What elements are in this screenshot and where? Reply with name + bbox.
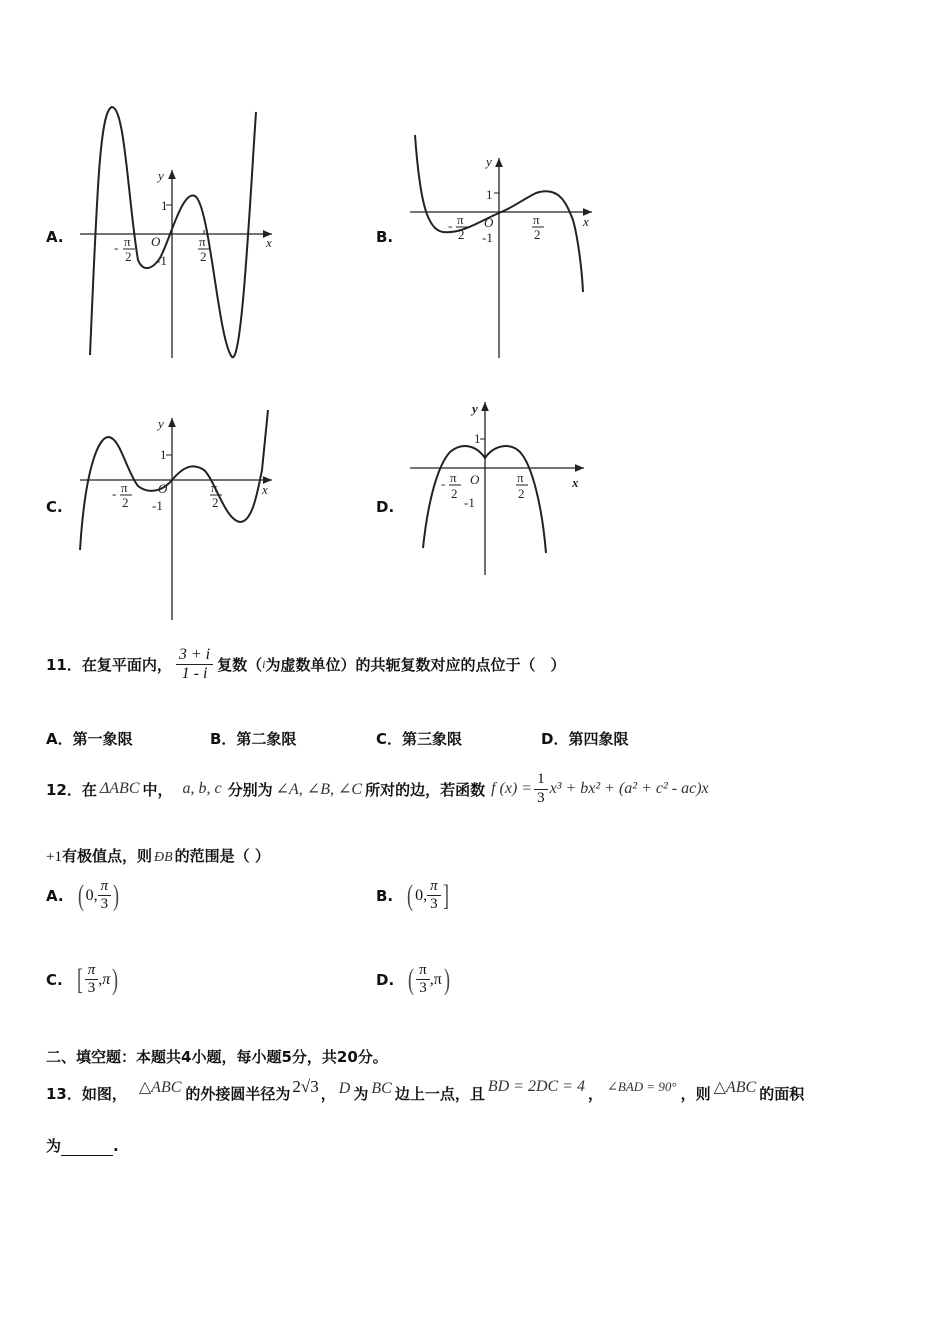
q13-answer-blank[interactable] (61, 1141, 113, 1156)
q13-radius: 2√3 (292, 1077, 319, 1096)
q12-angle-b: ÐB (153, 850, 173, 865)
q12-fen: 分别为 (227, 780, 273, 799)
q11-fraction (176, 646, 213, 684)
q12-option-c-num: π (85, 962, 99, 980)
graph-c-pi: π (211, 480, 218, 495)
q13-bc: BC (371, 1080, 392, 1097)
function-graphs (0, 0, 950, 640)
graph-c-tick-neg1: -1 (152, 498, 163, 513)
graph-c-minus: - (112, 486, 117, 501)
q12-option-b[interactable] (376, 878, 451, 914)
graph-d-neg-pi-den: 2 (451, 486, 458, 501)
q12-option-c-val: ,π (98, 970, 111, 988)
q12-option-c-frac (85, 962, 99, 998)
q13-t1: 的外接圆半径为 (185, 1084, 291, 1103)
q12-f-fraction (534, 771, 548, 807)
q13-comma-2: ， (587, 1084, 603, 1103)
q12-option-a-den: 3 (100, 896, 109, 913)
q13-prefix: 13．如图， (46, 1084, 127, 1103)
graph-a-neg-pi-den: 2 (125, 249, 132, 264)
q13-t2: 为 (353, 1084, 369, 1103)
q13-angle: ∠BAD = 90° (607, 1079, 677, 1094)
question-13 (46, 1076, 804, 1110)
graph-a-x-label: x (266, 235, 272, 250)
section-2-title: 二、填空题：本题共4小题，每小题5分，共20分。 (46, 1048, 388, 1066)
graph-d-x-label: x (572, 475, 579, 490)
graph-d-tick-1: 1 (474, 431, 481, 446)
q12-option-a-frac (98, 878, 112, 914)
q12-option-c-label: C. (46, 970, 63, 989)
graph-d-tick-neg1: -1 (464, 495, 475, 510)
q12-option-b-val: 0, (415, 886, 428, 904)
q12-mid: 所对的边，若函数 (365, 780, 486, 799)
q12-option-d-frac (416, 962, 430, 998)
q12-option-a-label: A. (46, 886, 64, 905)
q11-option-b[interactable]: B．第二象限 (210, 730, 297, 748)
q12-option-c-right: ) (112, 962, 119, 996)
graph-c-neg-pi-den: 2 (122, 495, 129, 510)
graph-b-y-label: y (486, 154, 492, 169)
q12-option-c[interactable] (46, 962, 120, 998)
q12-option-b-right: ] (442, 878, 449, 912)
q13-condition: BD = 2DC = 4 (487, 1078, 585, 1095)
q11-frac-num: 3 + i (176, 646, 213, 665)
q12-option-c-den: 3 (87, 980, 96, 997)
graph-b-neg-pi: π (457, 212, 464, 227)
q11-i-symbol: i (262, 657, 266, 672)
graph-a-tick-neg1: -1 (156, 253, 167, 268)
q12-option-a-right: ) (113, 878, 120, 912)
q12-option-a[interactable] (46, 878, 121, 914)
q12-f-num: 1 (534, 771, 548, 789)
option-a-label: A. (46, 228, 64, 246)
graph-c-y-label: y (158, 416, 164, 431)
question-11 (46, 646, 566, 684)
graph-b-origin-label: O (484, 215, 494, 230)
graph-b-x-label: x (583, 214, 589, 229)
q12-sides: a, b, c (182, 780, 222, 797)
q12-option-d[interactable] (376, 962, 452, 998)
option-c-label: C. (46, 498, 63, 516)
graph-c (80, 410, 272, 620)
q12-option-c-left: [ (76, 962, 83, 996)
graph-d-pi-den: 2 (518, 486, 525, 501)
q12-option-d-right: ) (443, 962, 450, 996)
q12-prefix: 12．在 (46, 780, 97, 799)
q12-option-a-left: ( (77, 878, 84, 912)
graph-d-labels (441, 401, 579, 510)
option-d-label: D. (376, 498, 395, 516)
graph-a-curve (90, 107, 256, 357)
q11-prefix: 11．在复平面内， (46, 656, 172, 675)
question-12-line2 (46, 845, 270, 866)
q12-option-d-den: 3 (419, 980, 427, 997)
graph-c-pi-den: 2 (212, 495, 219, 510)
q12-zhong: 中， (142, 780, 173, 799)
graph-c-labels (112, 416, 268, 513)
q13-line2-pre: 为 (46, 1137, 62, 1155)
graph-c-origin-label: O (158, 481, 168, 496)
q13-triangle-2: △ABC (713, 1079, 757, 1096)
q12-option-b-den: 3 (430, 896, 438, 913)
graph-b-tick-neg1: -1 (482, 230, 493, 245)
graph-a-neg-pi: π (124, 234, 131, 249)
q11-option-c[interactable]: C．第三象限 (376, 730, 463, 748)
graph-b (410, 135, 592, 358)
graph-d-neg-pi: π (450, 470, 457, 485)
graph-a-tick-1: 1 (161, 198, 168, 213)
graph-a (80, 107, 272, 358)
graph-a-origin-label: O (151, 234, 161, 249)
graph-b-neg-pi-den: 2 (458, 227, 465, 242)
q12-option-d-val: ,π (429, 970, 442, 988)
q12-line2-end: 的范围是（ ） (174, 847, 270, 865)
graph-b-labels (448, 154, 589, 245)
q13-triangle-1: △ABC (138, 1079, 182, 1096)
q12-f-rhs: x³ + bx² + (a² + c² - ac)x (549, 780, 709, 797)
q11-suffix: 为虚数单位）的共轭复数对应的点位于（ ） (265, 656, 566, 675)
graph-d-pi: π (517, 470, 524, 485)
q12-option-b-label: B. (376, 886, 394, 905)
q13-comma-1: ， (320, 1084, 336, 1103)
graph-a-minus: - (114, 240, 119, 255)
graph-d (410, 402, 584, 575)
question-12 (46, 768, 709, 810)
question-13-line2 (46, 1135, 119, 1156)
graph-b-pi-den: 2 (534, 227, 541, 242)
q11-option-d[interactable]: D．第四象限 (541, 730, 629, 748)
graph-b-tick-1: 1 (486, 187, 493, 202)
q11-middle: 复数（ (217, 656, 263, 675)
graph-b-pi: π (533, 212, 540, 227)
graph-b-minus: - (448, 218, 453, 233)
q12-option-b-left: ( (407, 878, 414, 912)
graph-a-pi-den: 2 (200, 249, 207, 264)
q12-f-lhs: f (x) = (491, 780, 533, 797)
q13-t3: 边上一点，且 (394, 1084, 485, 1103)
graph-d-minus: - (441, 476, 446, 491)
option-b-label: B. (376, 228, 394, 246)
q12-option-b-frac (427, 878, 441, 914)
q12-option-a-val: 0, (85, 886, 98, 904)
q11-frac-den: 1 - i (181, 665, 208, 683)
q12-plus-one: +1 (46, 849, 62, 865)
q12-option-d-left: ( (408, 962, 415, 996)
q13-line2-end: . (113, 1137, 119, 1155)
graph-c-neg-pi: π (121, 480, 128, 495)
q12-angles: ∠A, ∠B, ∠C (275, 781, 363, 798)
q13-t4: ，则 (680, 1084, 711, 1103)
q12-f-den: 3 (537, 789, 545, 806)
graph-c-x-label: x (262, 482, 268, 497)
q12-line2-text: 有极值点，则 (61, 847, 152, 865)
q12-option-d-label: D. (376, 970, 395, 989)
graph-d-y-label: y (472, 401, 478, 416)
q13-d: D (338, 1080, 351, 1097)
q12-option-a-num: π (98, 878, 112, 896)
graph-a-y-label: y (158, 168, 164, 183)
graph-d-origin-label: O (470, 472, 480, 487)
q11-option-a[interactable]: A．第一象限 (46, 730, 133, 748)
graph-c-tick-1: 1 (160, 447, 167, 462)
q12-option-b-num: π (427, 878, 441, 896)
q12-option-d-num: π (416, 962, 430, 980)
q13-t5: 的面积 (759, 1084, 805, 1103)
q12-triangle: ΔABC (99, 780, 140, 797)
graph-a-pi: π (199, 234, 206, 249)
